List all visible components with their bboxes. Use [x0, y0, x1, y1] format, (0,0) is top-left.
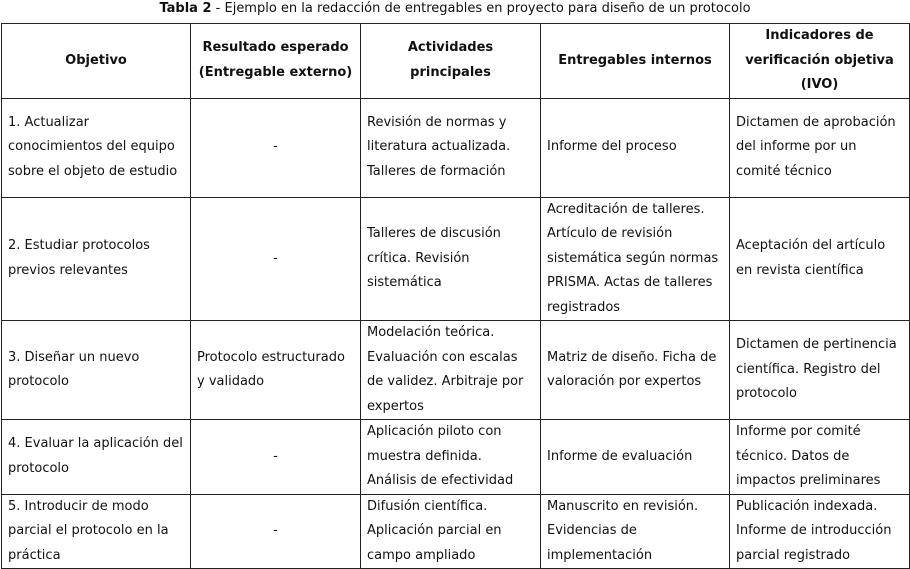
cell-resultado: -: [191, 98, 361, 197]
cell-indicadores: Dictamen de aprobación del informe por un comité técnico: [730, 98, 910, 197]
cell-actividades: Difusión científica. Aplicación parcial en campo ampliado: [361, 494, 541, 569]
header-indicadores: Indicadores de verificación objetiva (IVO): [730, 24, 910, 99]
cell-entregables: Informe de evaluación: [541, 420, 730, 495]
cell-objetivo: 1. Actualizar conocimientos del equipo sobre el objeto de estudio: [2, 98, 191, 197]
cell-indicadores: Informe por comité técnico. Datos de impactos preliminares: [730, 420, 910, 495]
cell-actividades: Modelación teórica. Evaluación con escalas de validez. Arbitraje por expertos: [361, 321, 541, 420]
header-resultado: Resultado esperado (Entregable externo): [191, 24, 361, 99]
cell-resultado: Protocolo estructurado y validado: [191, 321, 361, 420]
cell-objetivo: 2. Estudiar protocolos previos relevantes: [2, 197, 191, 321]
cell-actividades: Revisión de normas y literatura actualizada. Talleres de formación: [361, 98, 541, 197]
header-actividades: Actividades principales: [361, 24, 541, 99]
table-row: [2, 98, 910, 197]
cell-entregables: Matriz de diseño. Ficha de valoración por expertos: [541, 321, 730, 420]
cell-indicadores: Dictamen de pertinencia científica. Registro del protocolo: [730, 321, 910, 420]
cell-actividades: Talleres de discusión crítica. Revisión sistemática: [361, 197, 541, 321]
table-row: [2, 494, 910, 569]
cell-objetivo: 4. Evaluar la aplicación del protocolo: [2, 420, 191, 495]
header-entregables: Entregables internos: [541, 24, 730, 99]
cell-resultado: -: [191, 197, 361, 321]
deliverables-table: [1, 23, 910, 569]
cell-indicadores: Aceptación del artículo en revista científica: [730, 197, 910, 321]
cell-indicadores: Publicación indexada. Informe de introducción parcial registrado: [730, 494, 910, 569]
cell-objetivo: 5. Introducir de modo parcial el protocolo en la práctica: [2, 494, 191, 569]
caption-label: Tabla 2: [159, 1, 212, 16]
header-row: [2, 24, 910, 99]
cell-actividades: Aplicación piloto con muestra definida. Análisis de efectividad: [361, 420, 541, 495]
table-row: [2, 321, 910, 420]
cell-objetivo: 3. Diseñar un nuevo protocolo: [2, 321, 191, 420]
table-caption: [0, 0, 910, 20]
table-row: [2, 197, 910, 321]
cell-resultado: -: [191, 494, 361, 569]
header-objetivo: Objetivo: [2, 24, 191, 99]
cell-resultado: -: [191, 420, 361, 495]
cell-entregables: Informe del proceso: [541, 98, 730, 197]
caption-text: - Ejemplo en la redacción de entregables en proyecto para diseño de un protocolo: [211, 1, 751, 16]
cell-entregables: Manuscrito en revisión. Evidencias de implementación: [541, 494, 730, 569]
cell-entregables: Acreditación de talleres. Artículo de revisión sistemática según normas PRISMA. Actas de talleres registrados: [541, 197, 730, 321]
table-row: [2, 420, 910, 495]
